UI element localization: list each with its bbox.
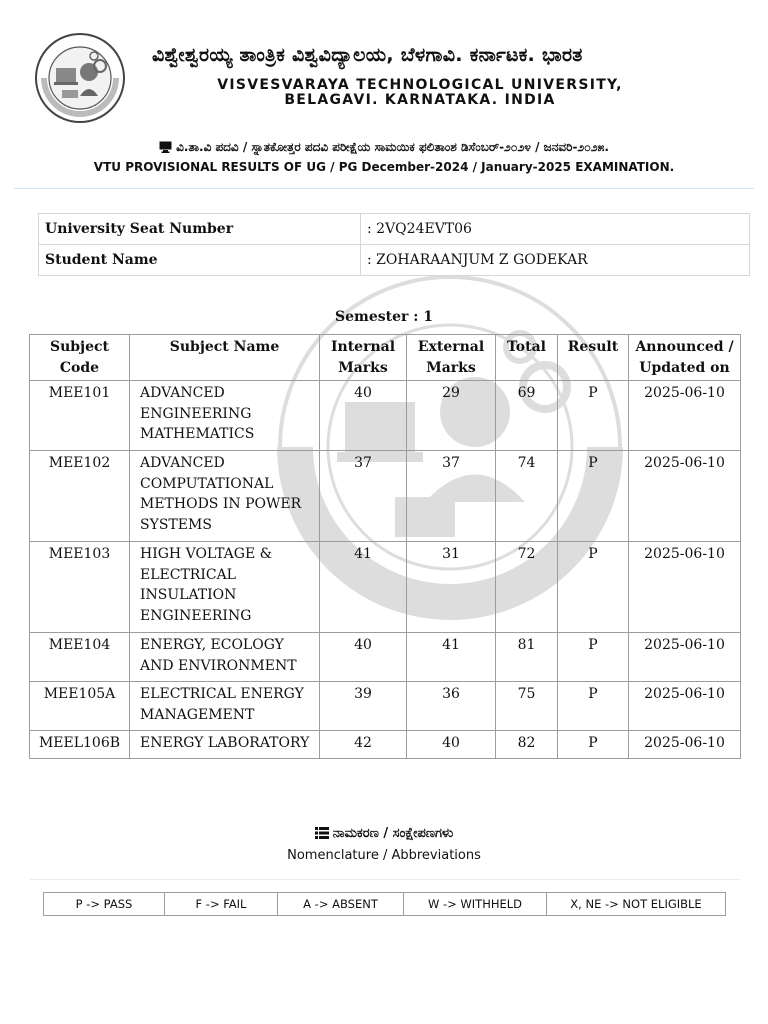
abbreviation-fail: F -> FAIL [165, 893, 278, 916]
abbreviation-withheld: W -> WITHHELD [404, 893, 547, 916]
subject-name: ENERGY LABORATORY [130, 731, 320, 759]
result: P [558, 633, 629, 682]
result: P [558, 542, 629, 633]
announced-date: 2025-06-10 [629, 542, 741, 633]
nomenclature-title-english: Nomenclature / Abbreviations [287, 848, 481, 863]
total-marks: 69 [496, 381, 558, 451]
student-info-table [38, 213, 750, 276]
table-row [30, 451, 741, 542]
external-marks: 36 [407, 682, 496, 731]
internal-marks: 40 [320, 633, 407, 682]
result: P [558, 381, 629, 451]
abbreviation-pass: P -> PASS [44, 893, 165, 916]
results-title-english: VTU PROVISIONAL RESULTS OF UG / PG December-2024 / January-2025 EXAMINATION. [93, 160, 675, 174]
abbreviations-row [44, 893, 726, 916]
total-marks: 82 [496, 731, 558, 759]
result: P [558, 682, 629, 731]
subject-code: MEE103 [30, 542, 130, 633]
subject-code: MEE104 [30, 633, 130, 682]
subject-code: MEEL106B [30, 731, 130, 759]
student-name-label: Student Name [39, 245, 361, 276]
subject-code: MEE105A [30, 682, 130, 731]
nomenclature-title-kannada-text: ನಾಮಕರಣ / ಸಂಕ್ಷೇಪಣಗಳು [332, 826, 454, 841]
header-divider [14, 188, 754, 189]
page-header [0, 0, 768, 190]
total-marks: 75 [496, 682, 558, 731]
subject-name: ENERGY, ECOLOGY AND ENVIRONMENT [130, 633, 320, 682]
subject-name: ADVANCED ENGINEERING MATHEMATICS [130, 381, 320, 451]
marks-header-row [30, 335, 741, 381]
nomenclature-title-kannada [0, 826, 768, 841]
seat-number-value: : 2VQ24EVT06 [361, 214, 750, 245]
result: P [558, 731, 629, 759]
subject-name: ELECTRICAL ENERGY MANAGEMENT [130, 682, 320, 731]
subject-code: MEE102 [30, 451, 130, 542]
header-total: Total [496, 335, 558, 381]
student-name-row [39, 245, 750, 276]
total-marks: 74 [496, 451, 558, 542]
table-row [30, 633, 741, 682]
external-marks: 37 [407, 451, 496, 542]
results-title-kannada-text: ವಿ.ತಾ.ವಿ ಪದವಿ / ಸ್ನಾತಕೋತ್ತರ ಪದವಿ ಪರೀಕ್ಷೆಯ ಸಾಮಯಿಕ ಫಲಿತಾಂಶ ಡಿಸೆಂಬರ್-೨೦೨೪ / ಜನವರಿ-೨೦೨೫. [176, 140, 609, 154]
marks-table [29, 334, 741, 759]
university-name-english [140, 78, 700, 108]
university-name-kannada: ವಿಶ್ವೇಶ್ವರಯ್ಯ ತಾಂತ್ರಿಕ ವಿಶ್ವವಿದ್ಯಾಲಯ, ಬೆಳಗಾವಿ. ಕರ್ನಾಟಕ. ಭಾರತ [152, 44, 583, 66]
abbreviations-table [43, 892, 726, 916]
announced-date: 2025-06-10 [629, 381, 741, 451]
internal-marks: 41 [320, 542, 407, 633]
header-subject-code: Subject Code [30, 335, 130, 381]
result: P [558, 451, 629, 542]
semester-label: Semester : 1 [334, 309, 434, 325]
university-logo [34, 32, 126, 124]
external-marks: 29 [407, 381, 496, 451]
university-name-line2: BELAGAVI. KARNATAKA. INDIA [284, 92, 556, 108]
internal-marks: 42 [320, 731, 407, 759]
header-internal-marks: Internal Marks [320, 335, 407, 381]
header-external-marks: External Marks [407, 335, 496, 381]
header-result: Result [558, 335, 629, 381]
nomenclature-divider [30, 879, 740, 880]
total-marks: 81 [496, 633, 558, 682]
internal-marks: 39 [320, 682, 407, 731]
abbreviation-absent: A -> ABSENT [278, 893, 404, 916]
announced-date: 2025-06-10 [629, 682, 741, 731]
student-name-value: : ZOHARAANJUM Z GODEKAR [361, 245, 750, 276]
header-subject-name: Subject Name [130, 335, 320, 381]
external-marks: 40 [407, 731, 496, 759]
seat-number-row [39, 214, 750, 245]
seat-number-label: University Seat Number [39, 214, 361, 245]
announced-date: 2025-06-10 [629, 633, 741, 682]
subject-name: ADVANCED COMPUTATIONAL METHODS IN POWER SYSTEMS [130, 451, 320, 542]
abbreviation-not-eligible: X, NE -> NOT ELIGIBLE [547, 893, 726, 916]
header-announced: Announced / Updated on [629, 335, 741, 381]
external-marks: 31 [407, 542, 496, 633]
subject-code: MEE101 [30, 381, 130, 451]
table-row [30, 731, 741, 759]
table-row [30, 682, 741, 731]
internal-marks: 37 [320, 451, 407, 542]
list-icon [315, 827, 329, 839]
total-marks: 72 [496, 542, 558, 633]
table-row [30, 381, 741, 451]
university-name-line1: VISVESVARAYA TECHNOLOGICAL UNIVERSITY, [217, 77, 623, 93]
monitor-icon [159, 141, 172, 153]
results-title-kannada [0, 140, 768, 155]
announced-date: 2025-06-10 [629, 451, 741, 542]
subject-name: HIGH VOLTAGE & ELECTRICAL INSULATION ENGINEERING [130, 542, 320, 633]
internal-marks: 40 [320, 381, 407, 451]
announced-date: 2025-06-10 [629, 731, 741, 759]
table-row [30, 542, 741, 633]
external-marks: 41 [407, 633, 496, 682]
